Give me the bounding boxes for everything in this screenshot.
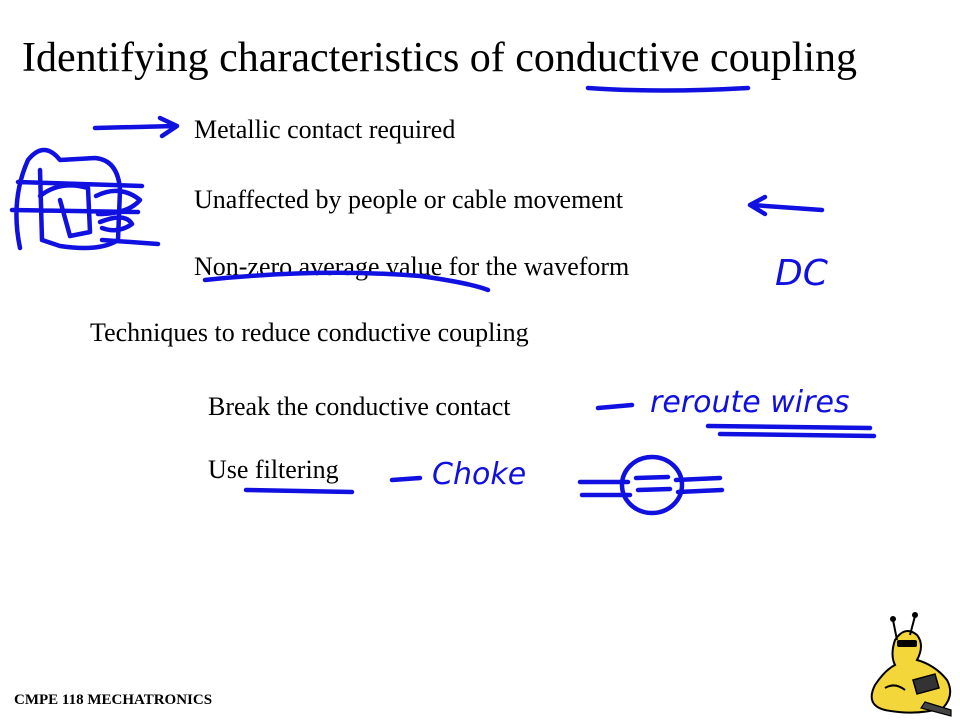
choke-circle-ink — [622, 457, 682, 513]
underline-filtering-ink — [246, 490, 352, 492]
dash-choke-ink — [392, 478, 420, 480]
reroute-note-ink: reroute wires — [650, 385, 850, 420]
choke-note-ink: Choke — [432, 457, 527, 492]
footer-course-name: CMPE 118 MECHATRONICS — [14, 692, 213, 708]
dc-note-ink: DC — [775, 253, 828, 294]
choke-lines-ink — [580, 477, 722, 495]
banana-slug-mascot-icon — [855, 610, 960, 720]
characteristic-unaffected-movement: Unaffected by people or cable movement — [194, 185, 624, 214]
arrow-to-unaffected-ink — [750, 197, 822, 214]
underline-conductive-ink — [588, 88, 748, 91]
slide-title: Identifying characteristics of conductive coupling — [22, 35, 858, 81]
coil-scribble-ink — [12, 150, 158, 248]
dash-reroute-ink — [598, 405, 632, 408]
underline-reroute-ink — [708, 426, 874, 436]
characteristic-nonzero-average: Non-zero average value for the waveform — [194, 252, 630, 281]
arrow-to-metallic-ink — [95, 118, 177, 136]
characteristic-metallic-contact: Metallic contact required — [194, 115, 456, 144]
technique-break-contact: Break the conductive contact — [208, 392, 511, 421]
technique-use-filtering: Use filtering — [208, 455, 339, 484]
techniques-heading: Techniques to reduce conductive coupling — [90, 318, 529, 347]
